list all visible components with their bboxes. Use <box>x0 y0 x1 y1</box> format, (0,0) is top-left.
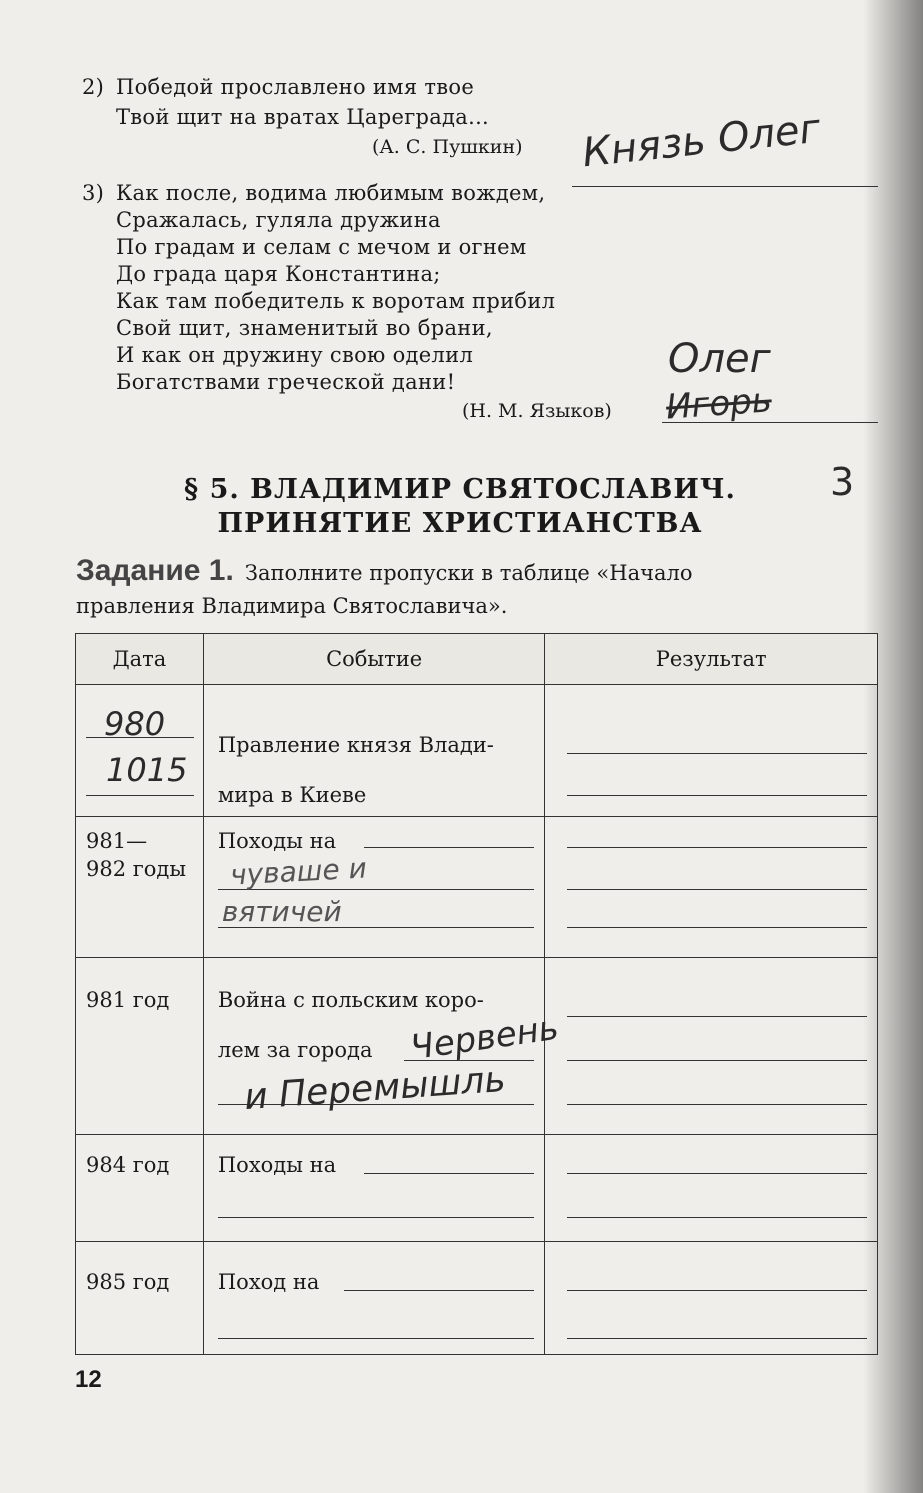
result-cell <box>545 685 878 817</box>
date-cell <box>76 1135 204 1242</box>
date-cell <box>76 1242 204 1355</box>
task-label: Задание 1. <box>76 554 234 587</box>
header-date: Дата <box>76 634 204 685</box>
poem-line: И как он дружину свою оделил <box>116 343 474 367</box>
poem-3-source: (Н. М. Языков) <box>462 400 612 422</box>
fill-line <box>344 1290 534 1291</box>
poem-line: Свой щит, знаменитый во брани, <box>116 316 493 340</box>
fill-line <box>567 1173 867 1174</box>
handwritten-answer: Князь Олег <box>580 105 823 177</box>
fill-line <box>567 847 867 848</box>
date-text: 981— <box>86 829 148 853</box>
event-cell <box>203 817 545 958</box>
result-cell <box>545 1135 878 1242</box>
table-row <box>76 1242 878 1355</box>
event-text: мира в Киеве <box>217 783 367 807</box>
event-cell <box>203 958 561 1135</box>
date-cell <box>76 817 204 958</box>
handwritten-crossed-answer: Игорь <box>664 380 773 428</box>
fill-line <box>567 1338 867 1339</box>
event-text: Походы на <box>217 1153 337 1177</box>
handwritten-date: 1015 <box>106 751 188 789</box>
table-header-row <box>76 634 878 685</box>
date-cell <box>76 958 204 1135</box>
event-text: Походы на <box>217 829 337 853</box>
date-text: 984 год <box>86 1153 170 1177</box>
date-text: 985 год <box>86 1270 170 1294</box>
poem-line: Как после, водима любимым вождем, <box>116 181 546 205</box>
event-cell <box>203 685 545 817</box>
fill-line <box>218 1217 534 1218</box>
poem-line: По градам и селам с мечом и огнем <box>116 235 527 259</box>
handwritten-answer: чуваше и <box>229 851 368 892</box>
poem-2-number: 2) <box>82 75 105 99</box>
handwritten-answer: вятичей <box>221 895 342 928</box>
poem-line: Твой щит на вратах Цареграда... <box>116 105 490 129</box>
task-1 <box>76 554 693 588</box>
poem-line: Богатствами греческой дани! <box>116 370 456 394</box>
fill-line <box>567 1217 867 1218</box>
event-text: Война с польским коро- <box>217 988 484 1012</box>
header-event: Событие <box>203 634 545 685</box>
handwritten-date: 980 <box>104 705 166 743</box>
fill-line <box>567 1290 867 1291</box>
task-text: Заполните пропуски в таблице «Начало <box>244 561 693 585</box>
header-result: Результат <box>545 634 878 685</box>
section-title-line-1: § 5. ВЛАДИМИР СВЯТОСЛАВИЧ. <box>184 474 736 505</box>
table-row <box>76 1135 878 1242</box>
handwritten-answer: Червень <box>407 1007 561 1069</box>
fill-line <box>567 1104 867 1105</box>
poem-3-number: 3) <box>82 181 105 205</box>
fill-line <box>567 927 867 928</box>
margin-grade-mark: 3 <box>830 460 855 504</box>
fill-line <box>364 1173 534 1174</box>
event-cell <box>203 1135 545 1242</box>
fill-line <box>86 795 194 796</box>
fill-line <box>567 1060 867 1061</box>
handwritten-correction: Олег <box>668 336 771 382</box>
answer-line <box>572 186 878 187</box>
fill-line <box>567 753 867 754</box>
event-text: лем за города <box>217 1038 373 1062</box>
page-number: 12 <box>75 1366 102 1393</box>
handwritten-answer: и Перемышль <box>242 1058 507 1119</box>
table-row <box>76 958 878 1135</box>
poem-line: Как там победитель к воротам прибил <box>116 289 556 313</box>
result-cell <box>545 1242 878 1355</box>
events-table <box>75 633 878 1355</box>
event-cell <box>203 1242 545 1355</box>
poem-line: До града царя Константина; <box>116 262 441 286</box>
date-text: 982 годы <box>86 857 187 881</box>
fill-line <box>364 847 534 848</box>
poem-line: Сражалась, гуляла дружина <box>116 208 441 232</box>
task-text-continued: правления Владимира Святославича». <box>76 594 508 618</box>
fill-line <box>567 889 867 890</box>
fill-line <box>567 1016 867 1017</box>
event-text: Правление князя Влади- <box>217 733 494 757</box>
poem-line: Победой прославлено имя твое <box>116 75 475 99</box>
section-title-line-2: ПРИНЯТИЕ ХРИСТИАНСТВА <box>217 508 703 539</box>
poem-2-source: (А. С. Пушкин) <box>372 136 523 158</box>
result-cell <box>545 817 878 958</box>
date-cell <box>76 685 204 817</box>
event-text: Поход на <box>217 1270 320 1294</box>
fill-line <box>567 795 867 796</box>
table-row <box>76 685 878 817</box>
fill-line <box>218 1338 534 1339</box>
table-row <box>76 817 878 958</box>
result-cell <box>545 958 878 1135</box>
date-text: 981 год <box>86 988 170 1012</box>
